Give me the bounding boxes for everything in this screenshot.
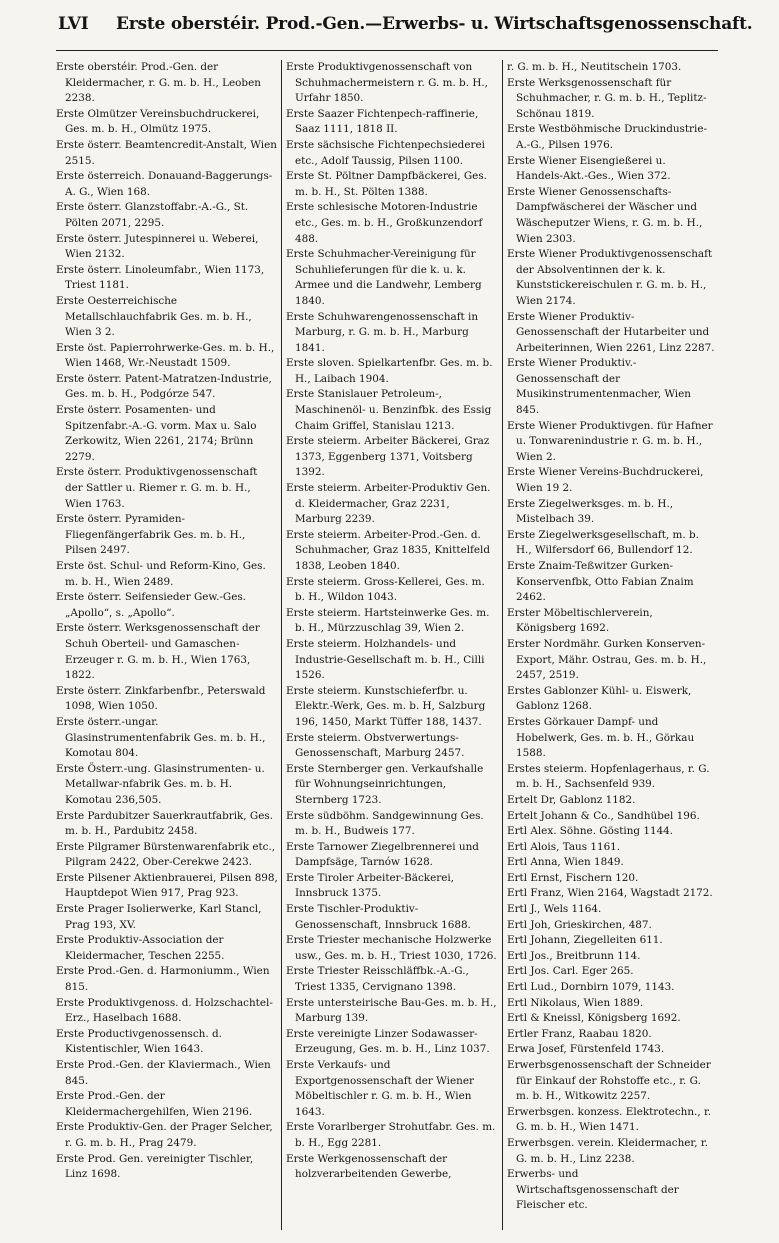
- directory-entry: Erste sächsische Fichtenpechsiederei etc., Adolf Taussig, Pilsen 1100.: [286, 138, 485, 167]
- directory-entry: Erwerbsgen. konzess. Elektrotechn., r. G. m. b. H., Wien 1471.: [507, 1105, 712, 1134]
- directory-entry: Erster Nordmähr. Gurken Konserven-Export, Mähr. Ostrau, Ges. m. b. H., 2457, 2519.: [507, 637, 707, 682]
- directory-entry: Ertl Alex. Söhne. Gösting 1144.: [507, 825, 674, 838]
- directory-entry: Erste steierm. Holzhandels- und Industrie-Gesellschaft m. b. H., Cilli 1526.: [286, 637, 485, 682]
- directory-entry: Erste Produktivgenossenschaft von Schuhmachermeistern r. G. m. b. H., Urfahr 1850.: [286, 61, 488, 105]
- directory-entry: Erste Pilgramer Bürstenwarenfabrik etc., Pilgram 2422, Ober-Cerekwe 2423.: [56, 840, 276, 869]
- directory-entry: Erste Triester mechanische Holzwerke usw., Ges. m. b. H., Triest 1030, 1726.: [286, 934, 497, 962]
- directory-entry: Ertl Nikolaus, Wien 1889.: [507, 996, 644, 1009]
- directory-entry: Erste schlesische Motoren-Industrie etc., Ges. m. b. H., Großkunzendorf 488.: [286, 201, 483, 245]
- directory-entry: Ertl Anna, Wien 1849.: [507, 856, 624, 869]
- column-divider-1: [281, 60, 282, 1230]
- directory-entry: Erste Olmützer Vereinsbuchdruckerei, Ges. m. b. H., Olmütz 1975.: [56, 107, 260, 136]
- directory-entry: Erste steierm. Arbeiter-Prod.-Gen. d. Schuhmacher, Graz 1835, Knittelfeld 1838, Leoben 1840.: [286, 528, 491, 572]
- directory-entry: Erste österreich. Donauand-Baggerungs-A. G., Wien 168.: [56, 170, 273, 198]
- directory-entry: Erste steierm. Obstverwertungs-Genossenschaft, Marburg 2457.: [286, 731, 465, 760]
- directory-entry: Erste steierm. Arbeiter-Produktiv Gen. d. Kleidermacher, Graz 2231, Marburg 2239.: [286, 482, 491, 526]
- directory-entry: Erste Schuhwarengenossenschaft in Marburg, r. G. m. b. H., Marburg 1841.: [286, 310, 479, 354]
- directory-column-3: [507, 60, 715, 1228]
- directory-entry: Erste österr. Pyramiden-Fliegenfängerfabrik Ges. m. b. H., Pilsen 2497.: [56, 513, 246, 557]
- directory-entry: Erste Pardubitzer Sauerkrautfabrik, Ges. m. b. H., Pardubitz 2458.: [56, 809, 274, 838]
- directory-entry: Erste Wiener Vereins-Buchdruckerei, Wien 19 2.: [507, 466, 704, 495]
- directory-entry: Erste Productivgenossensch. d. Kistentischler, Wien 1643.: [56, 1027, 222, 1056]
- directory-entry: Ertl Ernst, Fischern 120.: [507, 871, 639, 884]
- directory-entry: Ertelt Dr, Gablonz 1182.: [507, 793, 636, 806]
- directory-entry: Erste Wiener Genossenschafts-Dampfwäscherei der Wäscher und Wäscheputzer Wiens, r. G. m. b. H., Wien 2303.: [507, 185, 703, 245]
- directory-entry: Ertler Franz, Raabau 1820.: [507, 1027, 652, 1040]
- directory-entry: Erste Prod.-Gen. d. Harmoniumm., Wien 815.: [56, 965, 270, 994]
- directory-entry: Erste Triester Reisschläffbk.-A.-G., Triest 1335, Cervignano 1398.: [286, 965, 469, 994]
- directory-entry: Ertl & Kneissl, Königsberg 1692.: [507, 1012, 681, 1025]
- directory-entry: Erste vereinigte Linzer Sodawasser-Erzeugung, Ges. m. b. H., Linz 1037.: [286, 1027, 490, 1056]
- directory-entry: Erste Tischler-Produktiv-Genossenschaft, Innsbruck 1688.: [286, 903, 471, 931]
- directory-entry: Erwerbsgen. verein. Kleidermacher, r. G. m. b. H., Linz 2238.: [507, 1136, 708, 1165]
- directory-entry: Ertl Johann, Ziegelleiten 611.: [507, 934, 663, 947]
- directory-entry: Erste Prager Isolierwerke, Karl Stancl, Prag 193, XV.: [56, 903, 262, 931]
- directory-entry: Ertl Franz, Wien 2164, Wagstadt 2172.: [507, 887, 713, 900]
- directory-entry: Erste Saazer Fichtenpech-raffinerie, Saaz 1111, 1818 II.: [286, 107, 479, 136]
- directory-entry: Ertelt Johann & Co., Sandhübel 196.: [507, 809, 700, 822]
- directory-entry: Erste Wiener Produktiv.-Genossenschaft der Musikinstrumentenmacher, Wien 845.: [507, 357, 691, 417]
- directory-entry: Erste untersteirische Bau-Ges. m. b. H., Marburg 139.: [286, 996, 497, 1025]
- directory-entry: Ertl Lud., Dornbirn 1079, 1143.: [507, 981, 675, 994]
- header-divider: [56, 50, 718, 51]
- directory-entry: Ertl Jos. Carl. Eger 265.: [507, 965, 634, 978]
- directory-entry: Erster Möbeltischlerverein, Königsberg 1692.: [507, 606, 653, 635]
- directory-entry: Ertl J., Wels 1164.: [507, 903, 602, 916]
- directory-entry: Erwerbs- und Wirtschaftsgenossenschaft der Fleischer etc.: [507, 1168, 679, 1212]
- directory-entry: Erste österr. Beamtencredit-Anstalt, Wien 2515.: [56, 138, 277, 167]
- directory-entry: Erstes Gablonzer Kühl- u. Eiswerk, Gablonz 1268.: [507, 684, 692, 713]
- directory-entry: Erste Sternberger gen. Verkaufshalle für Wohnungseinrichtungen, Sternberg 1723.: [286, 762, 484, 806]
- directory-entry: Erste Tiroler Arbeiter-Bäckerei, Innsbruck 1375.: [286, 871, 454, 900]
- directory-entry: Erste Wiener Produktiv-Genossenschaft der Hutarbeiter und Arbeiterinnen, Wien 2261, Linz 2287.: [507, 310, 715, 354]
- directory-entry: Erste Produktiv-Association der Kleidermacher, Teschen 2255.: [56, 934, 225, 962]
- directory-column-1: [56, 60, 278, 1228]
- directory-entry: Erste steierm. Arbeiter Bäckerei, Graz 1373, Eggenberg 1371, Voitsberg 1392.: [286, 435, 490, 479]
- directory-entry: Erste österr. Seifensieder Gew.-Ges. „Apollo“, s. „Apollo“.: [56, 591, 246, 619]
- directory-entry: Ertl Alois, Taus 1161.: [507, 840, 621, 853]
- directory-entry: Erste Stanislauer Petroleum-, Maschinenöl- u. Benzinfbk. des Essig Chaim Griffel, Stanislau 1213.: [286, 388, 492, 432]
- column-divider-2: [502, 60, 503, 1230]
- directory-entry: Erste österr. Jutespinnerei u. Weberei, Wien 2132.: [56, 232, 259, 261]
- directory-entry: Erste Werkgenossenschaft der holzverarbeitenden Gewerbe,: [286, 1152, 452, 1181]
- directory-entry: Erste Verkaufs- und Exportgenossenschaft der Wiener Möbeltischler r. G. m. b. H., Wien 1643.: [286, 1059, 474, 1118]
- directory-entry: Erste österr. Posamenten- und Spitzenfabr.-A.-G. vorm. Max u. Salo Zerkowitz, Wien 2261, 2174; Brünn 2279.: [56, 404, 257, 463]
- directory-entry: Erste südböhm. Sandgewinnung Ges. m. b. H., Budweis 177.: [286, 809, 484, 838]
- directory-entry: Erste Produktivgenoss. d. Holzschachtel-Erz., Haselbach 1688.: [56, 996, 273, 1025]
- directory-entry: Erste öst. Papierrohrwerke-Ges. m. b. H., Wien 1468, Wr.-Neustadt 1509.: [56, 341, 275, 370]
- directory-entry: Erste Westböhmische Druckindustrie-A.-G., Pilsen 1976.: [507, 123, 707, 151]
- directory-entry: Erste Produktiv-Gen. der Prager Selcher, r. G. m. b. H., Prag 2479.: [56, 1121, 273, 1149]
- running-header: [58, 14, 758, 44]
- directory-entry: Ertl Jos., Breitbrunn 114.: [507, 949, 641, 962]
- directory-entry: Erwerbsgenossenschaft der Schneider für Einkauf der Rohstoffe etc., r. G. m. b. H., Witkowitz 2257.: [507, 1059, 711, 1103]
- directory-entry: Erste österr. Produktivgenossenschaft der Sattler u. Riemer r. G. m. b. H., Wien 1763.: [56, 466, 258, 510]
- page-title: Erste oberstéir. Prod.-Gen.—Erwerbs- u. Wirtschaftsgenossenschaft.: [116, 14, 753, 34]
- directory-entry: Erste Oesterreichische Metallschlauchfabrik Ges. m. b. H., Wien 3 2.: [56, 294, 252, 339]
- directory-entry: Erste steierm. Hartsteinwerke Ges. m. b. H., Mürzzuschlag 39, Wien 2.: [286, 606, 490, 635]
- directory-entry: Erste oberstéir. Prod.-Gen. der Kleidermacher, r. G. m. b. H., Leoben 2238.: [56, 61, 261, 105]
- directory-entry: Erste Prod.-Gen. der Klaviermach., Wien 845.: [56, 1059, 271, 1087]
- directory-entry: Erste österr.-ungar. Glasinstrumentenfabrik Ges. m. b. H., Komotau 804.: [56, 715, 266, 760]
- directory-entry: Erste Prod.-Gen. der Kleidermachergehilfen, Wien 2196.: [56, 1090, 253, 1118]
- directory-entry: Erste sloven. Spielkartenfbr. Ges. m. b. H., Laibach 1904.: [286, 357, 493, 385]
- directory-entry: Erste Wiener Produktivgen. für Hafner u. Tonwarenindustrie r. G. m. b. H., Wien 2.: [507, 419, 713, 463]
- directory-entry: Erste Prod. Gen. vereinigter Tischler, Linz 1698.: [56, 1152, 254, 1181]
- directory-entry: Erste Pilsener Aktienbrauerei, Pilsen 898, Hauptdepot Wien 917, Prag 923.: [56, 871, 278, 900]
- directory-entry: Erste Ziegelwerksgesellschaft, m. b. H., Wilfersdorf 66, Bullendorf 12.: [507, 528, 699, 557]
- directory-entry: Erste St. Pöltner Dampfbäckerei, Ges. m. b. H., St. Pölten 1388.: [286, 170, 487, 198]
- directory-entry: Ertl Joh, Grieskirchen, 487.: [507, 918, 652, 931]
- directory-entry: Erste österr. Linoleumfabr., Wien 1173, Triest 1181.: [56, 263, 265, 292]
- directory-entry: r. G. m. b. H., Neutitschein 1703.: [507, 61, 682, 73]
- directory-entry: Erste Österr.-ung. Glasinstrumenten- u. Metallwar-nfabrik Ges. m. b. H. Komotau 236,505.: [56, 762, 265, 806]
- directory-entry: Erwa Josef, Fürstenfeld 1743.: [507, 1043, 665, 1056]
- directory-entry: Erste österr. Werksgenossenschaft der Schuh Oberteil- und Gamaschen-Erzeuger r. G. m. b. H., Wien 1763, 1822.: [56, 622, 260, 682]
- directory-entry: Erste Tarnower Ziegelbrennerei und Dampfsäge, Tarnów 1628.: [286, 840, 479, 869]
- directory-entry: Erste Vorarlberger Strohutfabr. Ges. m. b. H., Egg 2281.: [286, 1121, 496, 1149]
- directory-entry: Erste Wiener Produktivgenossenschaft der Absolventinnen der k. k. Kunststickereischulen r. G. m. b. H., Wien 2174.: [507, 248, 713, 307]
- directory-entry: Erste Znaim-Teßwitzer Gurken-Konservenfbk, Otto Fabian Znaim 2462.: [507, 560, 694, 604]
- directory-entry: Erste österr. Glanzstoffabr.-A.-G., St. Pölten 2071, 2295.: [56, 201, 249, 229]
- directory-entry: Erste öst. Schul- und Reform-Kino, Ges. m. b. H., Wien 2489.: [56, 560, 266, 588]
- directory-entry: Erste steierm. Kunstschieferfbr. u. Elektr.-Werk, Ges. m. b. H, Salzburg 196, 1450, Markt Tüffer 188, 1437.: [286, 684, 486, 728]
- directory-entry: Erste österr. Patent-Matratzen-Industrie, Ges. m. b. H., Podgórze 547.: [56, 372, 272, 401]
- directory-entry: Erste steierm. Gross-Kellerei, Ges. m. b. H., Wildon 1043.: [286, 575, 485, 604]
- directory-column-2: [286, 60, 498, 1228]
- directory-entry: Erste österr. Zinkfarbenfbr., Peterswald 1098, Wien 1050.: [56, 684, 266, 713]
- directory-entry: Erste Ziegelwerksges. m. b. H., Mistelbach 39.: [507, 497, 674, 526]
- directory-entry: Erste Werksgenossenschaft für Schuhmacher, r. G. m. b. H., Teplitz-Schönau 1819.: [507, 76, 707, 120]
- directory-entry: Erste Schuhmacher-Vereinigung für Schuhlieferungen für die k. u. k. Armee und die Landwehr, Lemberg 1840.: [286, 248, 482, 307]
- directory-entry: Erstes Görkauer Dampf- und Hobelwerk, Ges. m. b. H., Görkau 1588.: [507, 715, 695, 760]
- page-number: LVI: [58, 14, 89, 34]
- directory-entry: Erstes steierm. Hopfenlagerhaus, r. G. m. b. H., Sachsenfeld 939.: [507, 762, 710, 791]
- directory-entry: Erste Wiener Eisengießerei u. Handels-Akt.-Ges., Wien 372.: [507, 154, 671, 183]
